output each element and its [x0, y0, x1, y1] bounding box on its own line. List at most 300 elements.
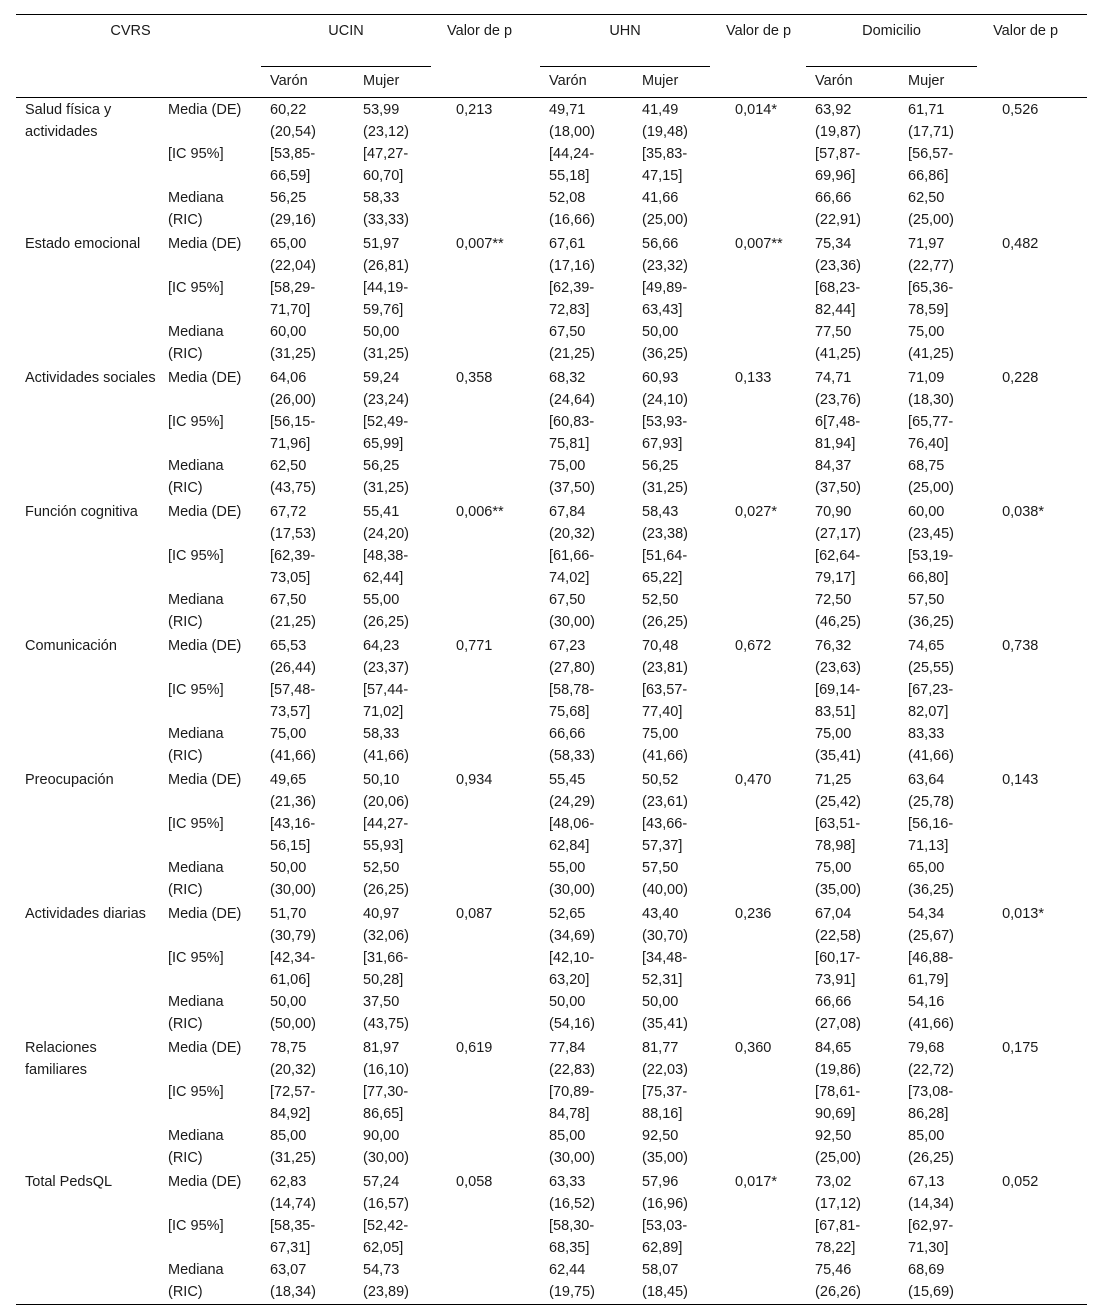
dom-p-empty [993, 814, 1087, 858]
ucin-male-cell: [56,15-71,96] [270, 414, 316, 452]
dom-male-cell: [57,87-69,96] [815, 146, 861, 184]
dom-p-empty [993, 456, 1087, 500]
ucin-p-empty [447, 322, 540, 366]
stat-label: Media (DE) [168, 370, 242, 386]
table-row [16, 902, 1087, 948]
table-row [16, 590, 1087, 634]
stat-label: Mediana (RIC) [168, 994, 224, 1032]
uhn-female-cell: [43,66-57,37] [642, 816, 688, 854]
row-label-empty [16, 814, 159, 858]
ucin-male-cell: [53,85-66,59] [270, 146, 316, 184]
uhn-female-cell: 50,00 (36,25) [642, 324, 688, 362]
uhn-male-cell: [58,78-75,68] [549, 682, 595, 720]
stat-label: Media (DE) [168, 504, 242, 520]
ucin-male-cell: 64,06 (26,00) [270, 370, 316, 408]
ucin-female-cell: [31,66-50,28] [363, 950, 409, 988]
uhn-male-cell: 75,00 (37,50) [549, 458, 595, 496]
stat-label: [IC 95%] [168, 816, 224, 832]
stat-label: [IC 95%] [168, 280, 224, 296]
table-row [16, 1216, 1087, 1260]
dom-male-cell: 76,32 (23,63) [815, 638, 861, 676]
ucin-male-cell: 56,25 (29,16) [270, 190, 316, 228]
uhn-male-cell: 52,08 (16,66) [549, 190, 595, 228]
stat-label: Mediana (RIC) [168, 190, 224, 228]
ucin-male-cell: 85,00 (31,25) [270, 1128, 316, 1166]
dom-p-value: 0,526 [1002, 102, 1039, 118]
dom-male-cell: 74,71 (23,76) [815, 370, 861, 408]
table-row [16, 1260, 1087, 1305]
ucin-p-value: 0,058 [456, 1174, 493, 1190]
ucin-male-cell: 49,65 (21,36) [270, 772, 316, 810]
ucin-male-cell: 50,00 (50,00) [270, 994, 316, 1032]
dom-female-cell: 54,34 (25,67) [908, 906, 954, 944]
uhn-male-cell: 85,00 (30,00) [549, 1128, 595, 1166]
row-label-empty [16, 1082, 159, 1126]
dom-p-empty [993, 1260, 1087, 1305]
ucin-female-cell: 53,99 (23,12) [363, 102, 409, 140]
row-label: Comunicación [25, 638, 117, 654]
uhn-p-value: 0,007** [735, 236, 783, 252]
stat-label: Media (DE) [168, 102, 242, 118]
stat-label: Mediana (RIC) [168, 1128, 224, 1166]
table-row [16, 322, 1087, 366]
row-label-empty [16, 188, 159, 232]
uhn-female-cell: 43,40 (30,70) [642, 906, 688, 944]
dom-male-cell: 75,34 (23,36) [815, 236, 861, 274]
header-dom-female: Mujer [899, 67, 993, 98]
ucin-male-cell: 50,00 (30,00) [270, 860, 316, 898]
row-label-empty [16, 278, 159, 322]
dom-male-cell: 63,92 (19,87) [815, 102, 861, 140]
row-label-empty [16, 546, 159, 590]
header-cvrs: CVRS [110, 23, 151, 39]
uhn-male-cell: [58,30-68,35] [549, 1218, 595, 1256]
table-row [16, 366, 1087, 412]
dom-p-value: 0,052 [1002, 1174, 1039, 1190]
uhn-female-cell: 57,50 (40,00) [642, 860, 688, 898]
ucin-p-value: 0,007** [456, 236, 504, 252]
ucin-male-cell: 60,22 (20,54) [270, 102, 316, 140]
dom-female-cell: 68,75 (25,00) [908, 458, 954, 496]
uhn-female-cell: 75,00 (41,66) [642, 726, 688, 764]
uhn-p-empty [726, 992, 806, 1036]
uhn-female-cell: 56,25 (31,25) [642, 458, 688, 496]
table-row [16, 1126, 1087, 1170]
row-label-empty [16, 590, 159, 634]
uhn-male-cell: 67,50 (21,25) [549, 324, 595, 362]
dom-male-cell: [63,51-78,98] [815, 816, 861, 854]
uhn-female-cell: [35,83-47,15] [642, 146, 688, 184]
ucin-female-cell: [44,19-59,76] [363, 280, 409, 318]
stat-label: [IC 95%] [168, 950, 224, 966]
uhn-female-cell: [51,64-65,22] [642, 548, 688, 586]
dom-p-empty [993, 144, 1087, 188]
dom-male-cell: [69,14-83,51] [815, 682, 861, 720]
uhn-male-cell: 50,00 (54,16) [549, 994, 595, 1032]
row-label: Estado emocional [25, 236, 141, 252]
ucin-p-value: 0,934 [456, 772, 493, 788]
uhn-p-empty [726, 1216, 806, 1260]
uhn-male-cell: 62,44 (19,75) [549, 1262, 595, 1300]
ucin-female-cell: 57,24 (16,57) [363, 1174, 409, 1212]
stat-label: Media (DE) [168, 906, 242, 922]
dom-p-value: 0,175 [1002, 1040, 1039, 1056]
dom-female-cell: 79,68 (22,72) [908, 1040, 954, 1078]
stat-label: [IC 95%] [168, 548, 224, 564]
stat-label: Mediana (RIC) [168, 860, 224, 898]
uhn-p-value: 0,133 [735, 370, 772, 386]
row-label: Salud física y actividades [25, 102, 112, 140]
ucin-female-cell: 64,23 (23,37) [363, 638, 409, 676]
dom-male-cell: [67,81-78,22] [815, 1218, 861, 1256]
uhn-female-cell: 60,93 (24,10) [642, 370, 688, 408]
uhn-p-value: 0,672 [735, 638, 772, 654]
ucin-p-value: 0,087 [456, 906, 493, 922]
stat-label: Media (DE) [168, 1174, 242, 1190]
ucin-female-cell: 52,50 (26,25) [363, 860, 409, 898]
dom-female-cell: 85,00 (26,25) [908, 1128, 954, 1166]
row-label: Actividades diarias [25, 906, 146, 922]
ucin-male-cell: [58,35-67,31] [270, 1218, 316, 1256]
dom-p-empty [993, 278, 1087, 322]
ucin-female-cell: [48,38-62,44] [363, 548, 409, 586]
uhn-female-cell: [53,03-62,89] [642, 1218, 688, 1256]
table-row [16, 1170, 1087, 1216]
uhn-p-value: 0,470 [735, 772, 772, 788]
ucin-p-value: 0,006** [456, 504, 504, 520]
table-row [16, 546, 1087, 590]
dom-female-cell: [53,19-66,80] [908, 548, 954, 586]
uhn-female-cell: 92,50 (35,00) [642, 1128, 688, 1166]
ucin-male-cell: [72,57-84,92] [270, 1084, 316, 1122]
dom-p-value: 0,013* [1002, 906, 1044, 922]
dom-female-cell: 57,50 (36,25) [908, 592, 954, 630]
uhn-female-cell: 41,66 (25,00) [642, 190, 688, 228]
row-label: Función cognitiva [25, 504, 138, 520]
ucin-p-empty [447, 992, 540, 1036]
dom-male-cell: [78,61-90,69] [815, 1084, 861, 1122]
uhn-female-cell: [63,57-77,40] [642, 682, 688, 720]
stat-label: [IC 95%] [168, 146, 224, 162]
stat-label: Mediana (RIC) [168, 592, 224, 630]
uhn-male-cell: 49,71 (18,00) [549, 102, 595, 140]
stat-label: Media (DE) [168, 236, 242, 252]
table-row [16, 232, 1087, 278]
header-uhn-male: Varón [540, 67, 633, 98]
stat-label: [IC 95%] [168, 414, 224, 430]
uhn-male-cell: [42,10-63,20] [549, 950, 595, 988]
uhn-p-empty [726, 144, 806, 188]
ucin-male-cell: 62,83 (14,74) [270, 1174, 316, 1212]
row-label-empty [16, 1126, 159, 1170]
dom-female-cell: 83,33 (41,66) [908, 726, 954, 764]
uhn-p-empty [726, 858, 806, 902]
header-domicilio: Domicilio [806, 15, 993, 68]
ucin-p-empty [447, 546, 540, 590]
dom-male-cell: 92,50 (25,00) [815, 1128, 861, 1166]
dom-male-cell: 6[7,48-81,94] [815, 414, 861, 452]
uhn-male-cell: 55,45 (24,29) [549, 772, 595, 810]
uhn-p-empty [726, 188, 806, 232]
uhn-female-cell: [49,89-63,43] [642, 280, 688, 318]
ucin-p-empty [447, 188, 540, 232]
dom-female-cell: 68,69 (15,69) [908, 1262, 954, 1300]
ucin-female-cell: 54,73 (23,89) [363, 1262, 409, 1300]
dom-male-cell: [60,17-73,91] [815, 950, 861, 988]
stat-label: Mediana (RIC) [168, 1262, 224, 1300]
ucin-female-cell: 81,97 (16,10) [363, 1040, 409, 1078]
uhn-male-cell: 55,00 (30,00) [549, 860, 595, 898]
ucin-male-cell: 75,00 (41,66) [270, 726, 316, 764]
uhn-female-cell: 52,50 (26,25) [642, 592, 688, 630]
row-label-empty [16, 858, 159, 902]
ucin-p-empty [447, 1260, 540, 1305]
uhn-p-empty [726, 1082, 806, 1126]
ucin-male-cell: 78,75 (20,32) [270, 1040, 316, 1078]
results-table [16, 14, 1087, 1305]
row-label-empty [16, 680, 159, 724]
ucin-p-empty [447, 278, 540, 322]
dom-male-cell: 66,66 (27,08) [815, 994, 861, 1032]
table-row [16, 188, 1087, 232]
dom-p-empty [993, 1082, 1087, 1126]
dom-female-cell: [56,16-71,13] [908, 816, 954, 854]
uhn-male-cell: 52,65 (34,69) [549, 906, 595, 944]
dom-male-cell: 84,65 (19,86) [815, 1040, 861, 1078]
uhn-female-cell: [34,48-52,31] [642, 950, 688, 988]
stat-label: [IC 95%] [168, 1218, 224, 1234]
ucin-female-cell: 59,24 (23,24) [363, 370, 409, 408]
uhn-p-empty [726, 456, 806, 500]
ucin-male-cell: [58,29-71,70] [270, 280, 316, 318]
row-label-empty [16, 1260, 159, 1305]
stat-label: Mediana (RIC) [168, 458, 224, 496]
dom-p-empty [993, 724, 1087, 768]
ucin-female-cell: 58,33 (41,66) [363, 726, 409, 764]
ucin-female-cell: [52,42-62,05] [363, 1218, 409, 1256]
ucin-female-cell: [44,27-55,93] [363, 816, 409, 854]
ucin-p-empty [447, 724, 540, 768]
ucin-female-cell: 58,33 (33,33) [363, 190, 409, 228]
dom-female-cell: 61,71 (17,71) [908, 102, 954, 140]
ucin-male-cell: [43,16-56,15] [270, 816, 316, 854]
dom-p-value: 0,482 [1002, 236, 1039, 252]
ucin-female-cell: [57,44-71,02] [363, 682, 409, 720]
dom-p-empty [993, 590, 1087, 634]
ucin-p-empty [447, 456, 540, 500]
uhn-female-cell: [75,37-88,16] [642, 1084, 688, 1122]
dom-p-empty [993, 680, 1087, 724]
dom-female-cell: 54,16 (41,66) [908, 994, 954, 1032]
uhn-male-cell: 67,23 (27,80) [549, 638, 595, 676]
header-p-uhn: Valor de p [726, 23, 792, 39]
ucin-male-cell: [57,48-73,57] [270, 682, 316, 720]
ucin-male-cell: 65,53 (26,44) [270, 638, 316, 676]
stat-label: Mediana (RIC) [168, 726, 224, 764]
dom-p-empty [993, 188, 1087, 232]
table-row [16, 278, 1087, 322]
stat-label: [IC 95%] [168, 682, 224, 698]
dom-male-cell: 70,90 (27,17) [815, 504, 861, 542]
header-ucin-male: Varón [261, 67, 354, 98]
row-label: Total PedsQL [25, 1174, 113, 1190]
table-row [16, 98, 1087, 145]
dom-female-cell: [46,88-61,79] [908, 950, 954, 988]
header-ucin: UCIN [261, 15, 447, 68]
row-label-empty [16, 144, 159, 188]
dom-female-cell: [56,57-66,86] [908, 146, 954, 184]
ucin-male-cell: 65,00 (22,04) [270, 236, 316, 274]
uhn-p-empty [726, 680, 806, 724]
uhn-p-empty [726, 546, 806, 590]
ucin-p-empty [447, 948, 540, 992]
dom-male-cell: 75,46 (26,26) [815, 1262, 861, 1300]
table-row [16, 456, 1087, 500]
ucin-female-cell: 37,50 (43,75) [363, 994, 409, 1032]
ucin-female-cell: 50,00 (31,25) [363, 324, 409, 362]
dom-p-value: 0,228 [1002, 370, 1039, 386]
dom-male-cell: [62,64-79,17] [815, 548, 861, 586]
dom-p-value: 0,143 [1002, 772, 1039, 788]
table-row [16, 992, 1087, 1036]
header-dom-male: Varón [806, 67, 899, 98]
ucin-p-value: 0,213 [456, 102, 493, 118]
dom-p-empty [993, 948, 1087, 992]
uhn-male-cell: [70,89-84,78] [549, 1084, 595, 1122]
ucin-male-cell: [62,39-73,05] [270, 548, 316, 586]
ucin-male-cell: 63,07 (18,34) [270, 1262, 316, 1300]
dom-p-empty [993, 412, 1087, 456]
uhn-female-cell: [53,93-67,93] [642, 414, 688, 452]
dom-female-cell: [65,36-78,59] [908, 280, 954, 318]
ucin-female-cell: 51,97 (26,81) [363, 236, 409, 274]
uhn-female-cell: 56,66 (23,32) [642, 236, 688, 274]
row-label: Actividades sociales [25, 370, 156, 386]
table-row [16, 1036, 1087, 1082]
table-row [16, 814, 1087, 858]
dom-p-empty [993, 546, 1087, 590]
uhn-p-value: 0,017* [735, 1174, 777, 1190]
uhn-male-cell: 67,50 (30,00) [549, 592, 595, 630]
ucin-female-cell: 90,00 (30,00) [363, 1128, 409, 1166]
dom-male-cell: 71,25 (25,42) [815, 772, 861, 810]
table-row [16, 768, 1087, 814]
stat-label: Media (DE) [168, 1040, 242, 1056]
ucin-p-empty [447, 590, 540, 634]
ucin-male-cell: 67,50 (21,25) [270, 592, 316, 630]
ucin-female-cell: 55,41 (24,20) [363, 504, 409, 542]
ucin-female-cell: 50,10 (20,06) [363, 772, 409, 810]
ucin-female-cell: 56,25 (31,25) [363, 458, 409, 496]
header-ucin-female: Mujer [354, 67, 447, 98]
dom-female-cell: 74,65 (25,55) [908, 638, 954, 676]
ucin-p-empty [447, 412, 540, 456]
row-label-empty [16, 1216, 159, 1260]
table-row [16, 144, 1087, 188]
uhn-p-empty [726, 590, 806, 634]
ucin-male-cell: 67,72 (17,53) [270, 504, 316, 542]
dom-female-cell: 71,09 (18,30) [908, 370, 954, 408]
dom-male-cell: 73,02 (17,12) [815, 1174, 861, 1212]
ucin-female-cell: [52,49-65,99] [363, 414, 409, 452]
dom-p-empty [993, 1216, 1087, 1260]
ucin-p-empty [447, 680, 540, 724]
stat-label: Media (DE) [168, 772, 242, 788]
ucin-female-cell: 55,00 (26,25) [363, 592, 409, 630]
dom-p-empty [993, 322, 1087, 366]
uhn-p-empty [726, 322, 806, 366]
uhn-male-cell: 63,33 (16,52) [549, 1174, 595, 1212]
dom-p-value: 0,738 [1002, 638, 1039, 654]
row-label: Relaciones familiares [25, 1040, 97, 1078]
uhn-male-cell: 77,84 (22,83) [549, 1040, 595, 1078]
uhn-p-empty [726, 412, 806, 456]
uhn-female-cell: 57,96 (16,96) [642, 1174, 688, 1212]
uhn-male-cell: [48,06-62,84] [549, 816, 595, 854]
dom-female-cell: [65,77-76,40] [908, 414, 954, 452]
ucin-p-empty [447, 858, 540, 902]
ucin-p-empty [447, 1082, 540, 1126]
ucin-p-value: 0,771 [456, 638, 493, 654]
uhn-female-cell: 50,00 (35,41) [642, 994, 688, 1032]
ucin-p-empty [447, 814, 540, 858]
row-label-empty [16, 412, 159, 456]
ucin-p-empty [447, 1126, 540, 1170]
dom-male-cell: 75,00 (35,00) [815, 860, 861, 898]
header-uhn-female: Mujer [633, 67, 726, 98]
ucin-p-value: 0,619 [456, 1040, 493, 1056]
dom-male-cell: 77,50 (41,25) [815, 324, 861, 362]
uhn-male-cell: [60,83-75,81] [549, 414, 595, 452]
dom-male-cell: 66,66 (22,91) [815, 190, 861, 228]
table-row [16, 724, 1087, 768]
table-row [16, 680, 1087, 724]
ucin-p-empty [447, 144, 540, 188]
dom-male-cell: [68,23-82,44] [815, 280, 861, 318]
dom-male-cell: 75,00 (35,41) [815, 726, 861, 764]
row-label-empty [16, 322, 159, 366]
table-row [16, 948, 1087, 992]
dom-female-cell: 60,00 (23,45) [908, 504, 954, 542]
uhn-male-cell: [44,24-55,18] [549, 146, 595, 184]
row-label-empty [16, 948, 159, 992]
stat-label: [IC 95%] [168, 1084, 224, 1100]
dom-p-empty [993, 858, 1087, 902]
dom-male-cell: 84,37 (37,50) [815, 458, 861, 496]
uhn-female-cell: 81,77 (22,03) [642, 1040, 688, 1078]
dom-male-cell: 72,50 (46,25) [815, 592, 861, 630]
ucin-female-cell: 40,97 (32,06) [363, 906, 409, 944]
uhn-male-cell: [62,39-72,83] [549, 280, 595, 318]
uhn-p-empty [726, 278, 806, 322]
row-label: Preocupación [25, 772, 114, 788]
uhn-female-cell: 58,07 (18,45) [642, 1262, 688, 1300]
dom-female-cell: 62,50 (25,00) [908, 190, 954, 228]
ucin-female-cell: [47,27-60,70] [363, 146, 409, 184]
uhn-p-value: 0,360 [735, 1040, 772, 1056]
header-p-ucin: Valor de p [447, 23, 513, 39]
uhn-p-empty [726, 1260, 806, 1305]
table-row [16, 634, 1087, 680]
dom-female-cell: 75,00 (41,25) [908, 324, 954, 362]
uhn-p-value: 0,014* [735, 102, 777, 118]
uhn-p-value: 0,236 [735, 906, 772, 922]
uhn-male-cell: [61,66-74,02] [549, 548, 595, 586]
ucin-male-cell: 60,00 (31,25) [270, 324, 316, 362]
dom-p-value: 0,038* [1002, 504, 1044, 520]
stat-label: Media (DE) [168, 638, 242, 654]
uhn-female-cell: 50,52 (23,61) [642, 772, 688, 810]
